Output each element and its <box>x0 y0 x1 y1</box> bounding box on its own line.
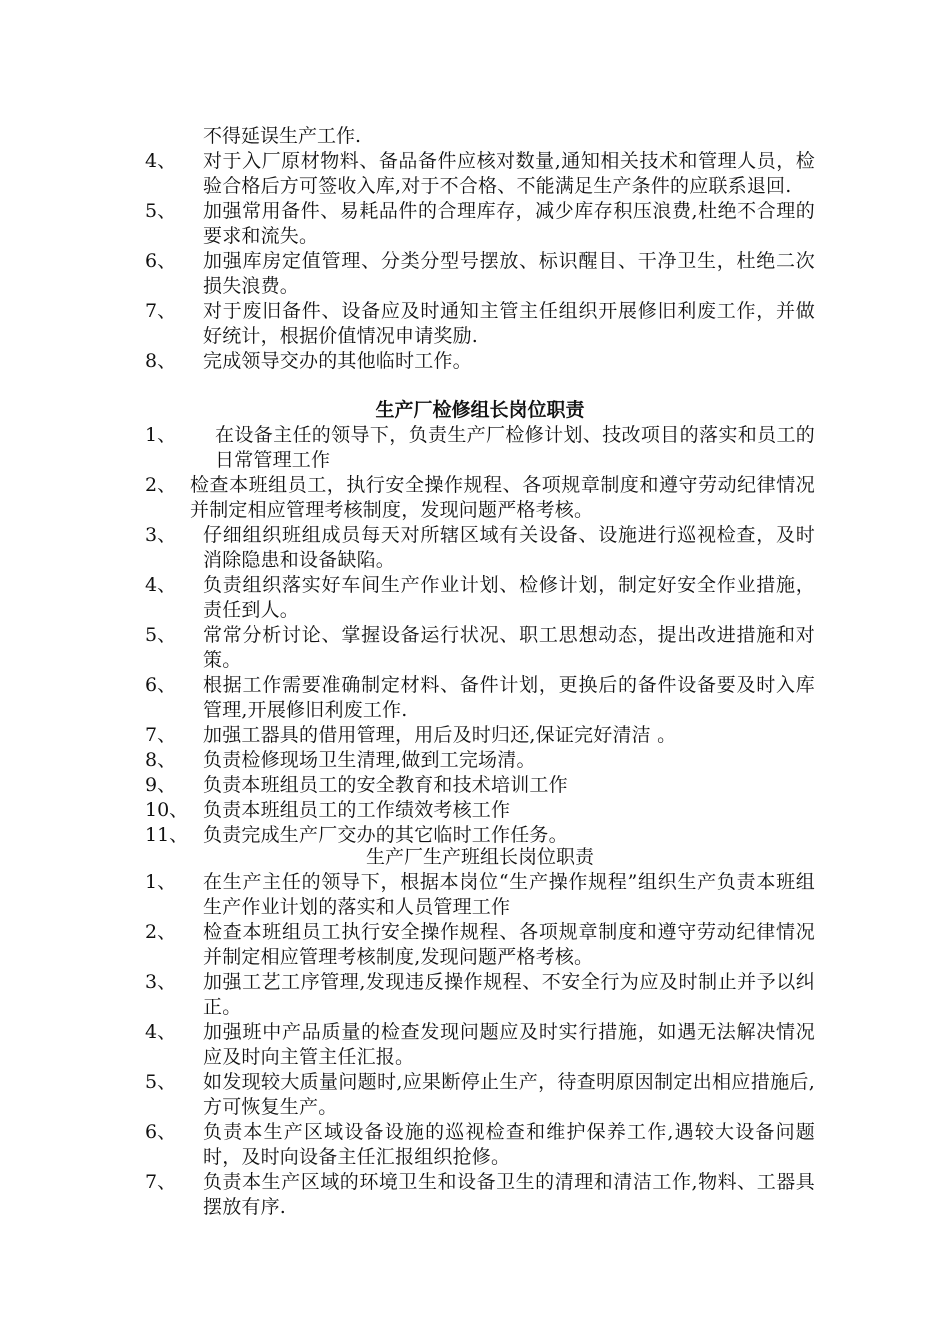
item-number: 10、 <box>145 799 189 821</box>
item-text: 负责检修现场卫生清理,做到工完场清。 <box>203 749 536 771</box>
item-text: 加强库房定值管理、分类分型号摆放、标识醒目、干净卫生，杜绝二次损失浪费。 <box>203 250 815 297</box>
list-item <box>145 423 815 473</box>
item-number: 6、 <box>145 250 177 272</box>
item-text: 负责本生产区域的环境卫生和设备卫生的清理和清洁工作,物料、工器具摆放有序. <box>203 1171 815 1218</box>
list-item <box>145 970 815 1020</box>
list-item <box>145 920 815 970</box>
item-text: 负责完成生产厂交办的其它临时工作任务。 <box>203 824 568 846</box>
item-number: 5、 <box>145 1071 177 1093</box>
list-item <box>145 149 815 199</box>
item-number: 4、 <box>145 574 177 596</box>
item-number: 6、 <box>145 1121 177 1143</box>
item-text: 在设备主任的领导下，负责生产厂检修计划、技改项目的落实和员工的日常管理工作 <box>215 424 815 471</box>
item-text: 加强工艺工序管理,发现违反操作规程、不安全行为应及时制止并予以纠正。 <box>203 971 815 1018</box>
item-text: 负责本班组员工的安全教育和技术培训工作 <box>203 774 568 796</box>
item-text: 对于入厂原材物料、备品备件应核对数量,通知相关技术和管理人员，检验合格后方可签收入库,对于不合格、不能满足生产条件的应联系退回. <box>203 150 815 197</box>
list-item <box>145 349 815 374</box>
list-item <box>145 473 815 523</box>
item-text: 负责本班组员工的工作绩效考核工作 <box>203 799 511 821</box>
list-item <box>145 773 815 798</box>
item-number: 8、 <box>145 749 177 771</box>
item-number: 3、 <box>145 971 177 993</box>
item-text: 加强工器具的借用管理，用后及时归还,保证完好清洁 。 <box>203 724 677 746</box>
list-item <box>145 673 815 723</box>
item-number: 11、 <box>145 824 189 846</box>
item-text: 对于废旧备件、设备应及时通知主管主任组织开展修旧利废工作，并做好统计，根据价值情况申请奖励. <box>203 300 815 347</box>
section3-list <box>145 870 815 1220</box>
item-number: 7、 <box>145 724 177 746</box>
list-item <box>145 798 815 823</box>
item-text: 负责本生产区域设备设施的巡视检查和维护保养工作,遇较大设备问题时，及时向设备主任汇报组织抢修。 <box>203 1121 815 1168</box>
item-number: 7、 <box>145 1171 177 1193</box>
item-number: 4、 <box>145 1021 177 1043</box>
section1-list <box>145 149 815 374</box>
list-item <box>145 249 815 299</box>
item-number: 9、 <box>145 774 177 796</box>
section2-list <box>145 423 815 848</box>
item-number: 5、 <box>145 200 177 222</box>
item-number: 4、 <box>145 150 177 172</box>
item-number: 7、 <box>145 300 177 322</box>
list-item <box>145 573 815 623</box>
item-text: 负责组织落实好车间生产作业计划、检修计划，制定好安全作业措施，责任到人。 <box>203 574 815 621</box>
list-item <box>145 1170 815 1220</box>
list-item <box>145 523 815 573</box>
item-number: 2、 <box>145 921 177 943</box>
list-item <box>145 1120 815 1170</box>
item-text: 检查本班组员工执行安全操作规程、各项规章制度和遵守劳动纪律情况并制定相应管理考核制度,发现问题严格考核。 <box>203 921 815 968</box>
item-text: 在生产主任的领导下，根据本岗位“生产操作规程”组织生产负责本班组生产作业计划的落实和人员管理工作 <box>203 871 815 918</box>
section2-title: 生产厂检修组长岗位职责 <box>375 399 585 421</box>
list-item <box>145 1020 815 1070</box>
item-text: 检查本班组员工，执行安全操作规程、各项规章制度和遵守劳动纪律情况并制定相应管理考核制度，发现问题严格考核。 <box>190 474 815 521</box>
list-item <box>145 748 815 773</box>
list-item <box>145 623 815 673</box>
list-item <box>145 723 815 748</box>
item-text: 仔细组织班组成员每天对所辖区域有关设备、设施进行巡视检查，及时消除隐患和设备缺陷。 <box>203 524 815 571</box>
item-number: 1、 <box>145 424 177 446</box>
list-item <box>145 199 815 249</box>
item-number: 6、 <box>145 674 177 696</box>
item-number: 8、 <box>145 350 177 372</box>
continuation-text: 不得延误生产工作. <box>203 125 362 147</box>
item-text: 完成领导交办的其他临时工作。 <box>203 350 472 372</box>
list-item <box>145 299 815 349</box>
item-number: 3、 <box>145 524 177 546</box>
item-text: 加强常用备件、易耗品件的合理库存，减少库存积压浪费,杜绝不合理的要求和流失。 <box>203 200 815 247</box>
item-text: 根据工作需要准确制定材料、备件计划，更换后的备件设备要及时入库管理,开展修旧利废工作. <box>203 674 815 721</box>
item-text: 常常分析讨论、掌握设备运行状况、职工思想动态，提出改进措施和对策。 <box>203 624 815 671</box>
item-text: 如发现较大质量问题时,应果断停止生产，待查明原因制定出相应措施后,方可恢复生产。 <box>203 1071 815 1118</box>
item-number: 5、 <box>145 624 177 646</box>
item-number: 2、 <box>145 474 177 496</box>
list-item <box>145 870 815 920</box>
section3-title: 生产厂生产班组长岗位职责 <box>365 846 594 868</box>
list-item <box>145 1070 815 1120</box>
item-number: 1、 <box>145 871 177 893</box>
item-text: 加强班中产品质量的检查发现问题应及时实行措施，如遇无法解决情况应及时向主管主任汇报。 <box>203 1021 815 1068</box>
